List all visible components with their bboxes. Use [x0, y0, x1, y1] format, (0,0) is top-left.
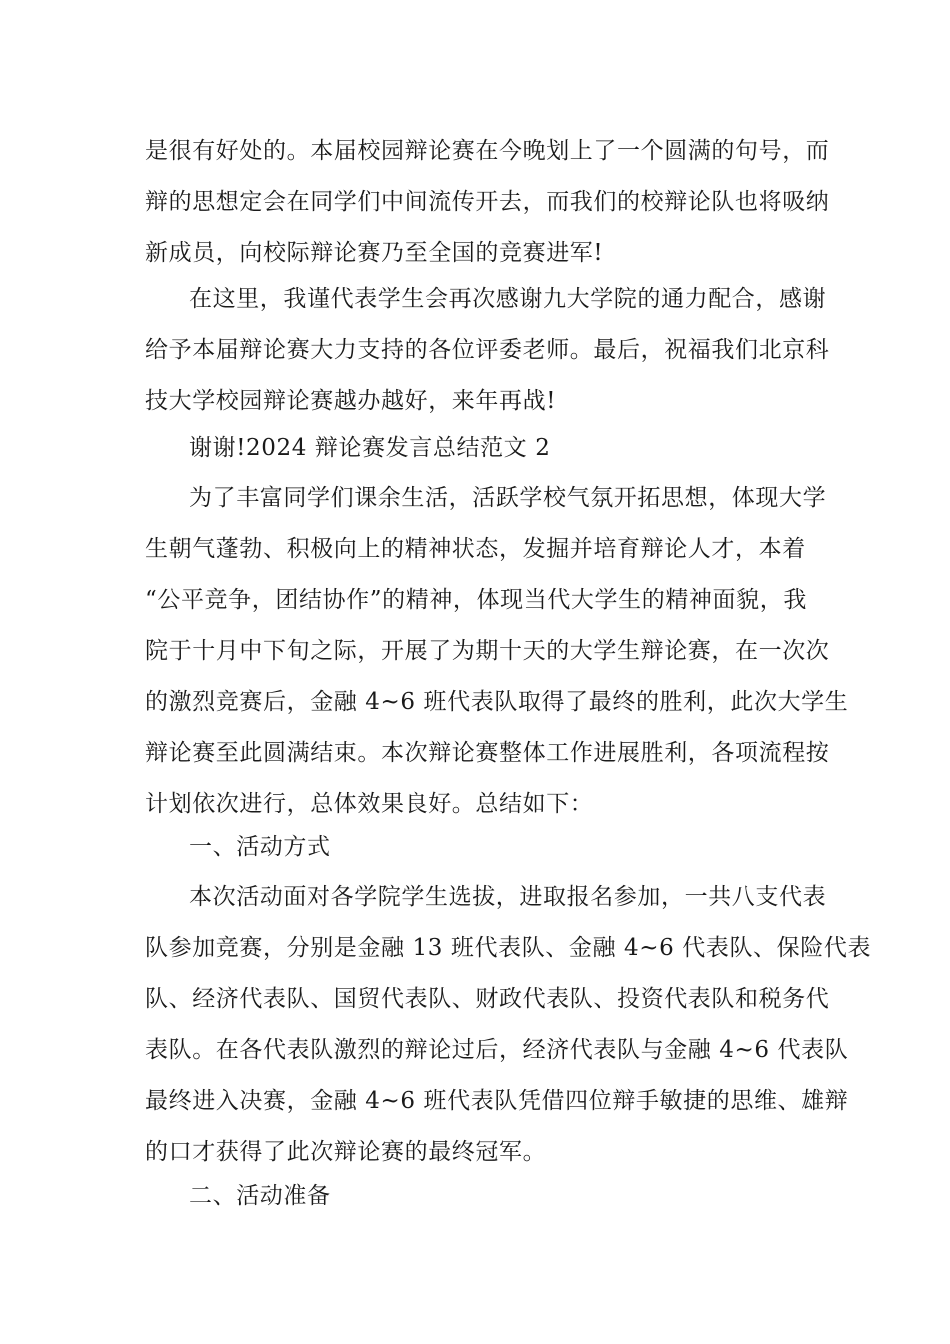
text-line: 在这里，我谨代表学生会再次感谢九大学院的通力配合，感谢 [189, 286, 827, 312]
section-title-essay-2: 谢谢!2024 辩论赛发言总结范文 2 [189, 435, 551, 461]
text-line: 最终进入决赛，金融 4~6 班代表队凭借四位辩手敏捷的思维、雄辩 [145, 1088, 849, 1114]
paragraph-activity-method [145, 872, 872, 1178]
text-line: 技大学校园辩论赛越办越好，来年再战! [145, 388, 557, 414]
text-line: 表队。在各代表队激烈的辩论过后，经济代表队与金融 4~6 代表队 [145, 1037, 849, 1063]
text-line: 本次活动面对各学院学生选拔，进取报名参加，一共八支代表 [189, 884, 827, 910]
section-heading-activity-method: 一、活动方式 [189, 834, 331, 860]
text-line: 是很有好处的。本届校园辩论赛在今晚划上了一个圆满的句号，而 [145, 138, 830, 164]
text-line: 的口才获得了此次辩论赛的最终冠军。 [145, 1139, 547, 1165]
text-line: 院于十月中下旬之际，开展了为期十天的大学生辩论赛，在一次次 [145, 638, 830, 664]
text-line: 新成员，向校际辩论赛乃至全国的竞赛进军! [145, 240, 604, 266]
section-heading-activity-preparation: 二、活动准备 [189, 1183, 331, 1209]
text-line: 生朝气蓬勃、积极向上的精神状态，发掘并培育辩论人才，本着 [145, 536, 806, 562]
text-line: “公平竞争，团结协作”的精神，体现当代大学生的精神面貌，我 [145, 587, 807, 613]
paragraph-thanks [145, 274, 830, 427]
text-line: 队、经济代表队、国贸代表队、财政代表队、投资代表队和税务代 [145, 986, 830, 1012]
text-line: 为了丰富同学们课余生活，活跃学校气氛开拓思想，体现大学 [189, 485, 827, 511]
paragraph-intro [145, 473, 849, 830]
text-line: 给予本届辩论赛大力支持的各位评委老师。最后，祝福我们北京科 [145, 337, 830, 363]
paragraph-closing-continuation [145, 126, 830, 279]
text-line: 辩的思想定会在同学们中间流传开去，而我们的校辩论队也将吸纳 [145, 189, 830, 215]
text-line: 的激烈竞赛后，金融 4~6 班代表队取得了最终的胜利，此次大学生 [145, 689, 849, 715]
text-line: 队参加竞赛，分别是金融 13 班代表队、金融 4~6 代表队、保险代表 [145, 935, 872, 961]
text-line: 计划依次进行，总体效果良好。总结如下： [145, 791, 594, 817]
text-line: 辩论赛至此圆满结束。本次辩论赛整体工作进展胜利，各项流程按 [145, 740, 830, 766]
